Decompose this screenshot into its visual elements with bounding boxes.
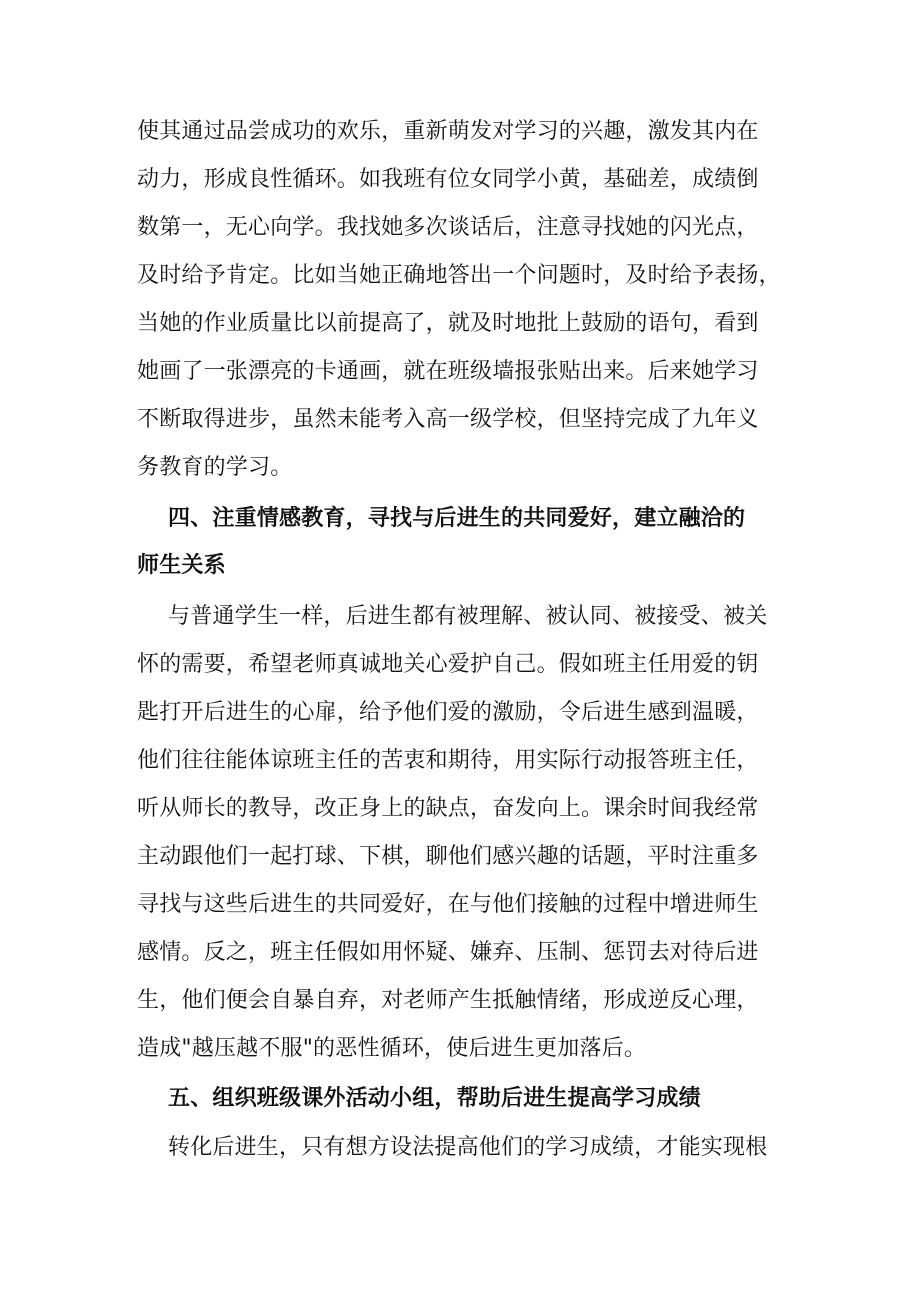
paragraph-line: 她画了一张漂亮的卡通画，就在班级墙报张贴出来。后来她学习: [137, 359, 759, 384]
paragraph-line: 主动跟他们一起打球、下棋，聊他们感兴趣的话题，平时注重多: [137, 844, 759, 869]
paragraph-line: 动力，形成良性循环。如我班有位女同学小黄，基础差，成绩倒: [137, 167, 759, 192]
paragraph-line: 造成"越压越不服"的恶性循环，使后进生更加落后。: [137, 1036, 647, 1061]
paragraph-line: 使其通过品尝成功的欢乐，重新萌发对学习的兴趣，激发其内在: [137, 119, 759, 144]
paragraph-line: 寻找与这些后进生的共同爱好，在与他们接触的过程中增进师生: [137, 892, 759, 917]
section-heading: 五、组织班级课外活动小组，帮助后进生提高学习成绩: [168, 1086, 701, 1111]
paragraph-line: 转化后进生，只有想方设法提高他们的学习成绩，才能实现根: [168, 1135, 768, 1160]
paragraph-line: 当她的作业质量比以前提高了，就及时地批上鼓励的语句，看到: [137, 311, 759, 336]
paragraph-line: 务教育的学习。: [137, 455, 293, 480]
paragraph-line: 生，他们便会自暴自弃，对老师产生抵触情绪，形成逆反心理，: [137, 988, 759, 1013]
paragraph-line: 与普通学生一样，后进生都有被理解、被认同、被接受、被关: [168, 604, 768, 629]
paragraph-line: 他们往往能体谅班主任的苦衷和期待，用实际行动报答班主任，: [137, 748, 759, 773]
section-heading: 四、注重情感教育，寻找与后进生的共同爱好，建立融洽的: [168, 506, 746, 531]
paragraph-line: 数第一，无心向学。我找她多次谈话后，注意寻找她的闪光点，: [137, 215, 759, 240]
paragraph-line: 怀的需要，希望老师真诚地关心爱护自己。假如班主任用爱的钥: [137, 652, 759, 677]
section-heading: 师生关系: [137, 553, 226, 578]
paragraph-line: 及时给予肯定。比如当她正确地答出一个问题时，及时给予表扬，: [137, 263, 781, 288]
paragraph-line: 匙打开后进生的心扉，给予他们爱的激励，令后进生感到温暖，: [137, 700, 759, 725]
paragraph-line: 听从师长的教导，改正身上的缺点，奋发向上。课余时间我经常: [137, 796, 759, 821]
paragraph-line: 不断取得进步，虽然未能考入高一级学校，但坚持完成了九年义: [137, 407, 759, 432]
paragraph-line: 感情。反之，班主任假如用怀疑、嫌弃、压制、惩罚去对待后进: [137, 940, 759, 965]
